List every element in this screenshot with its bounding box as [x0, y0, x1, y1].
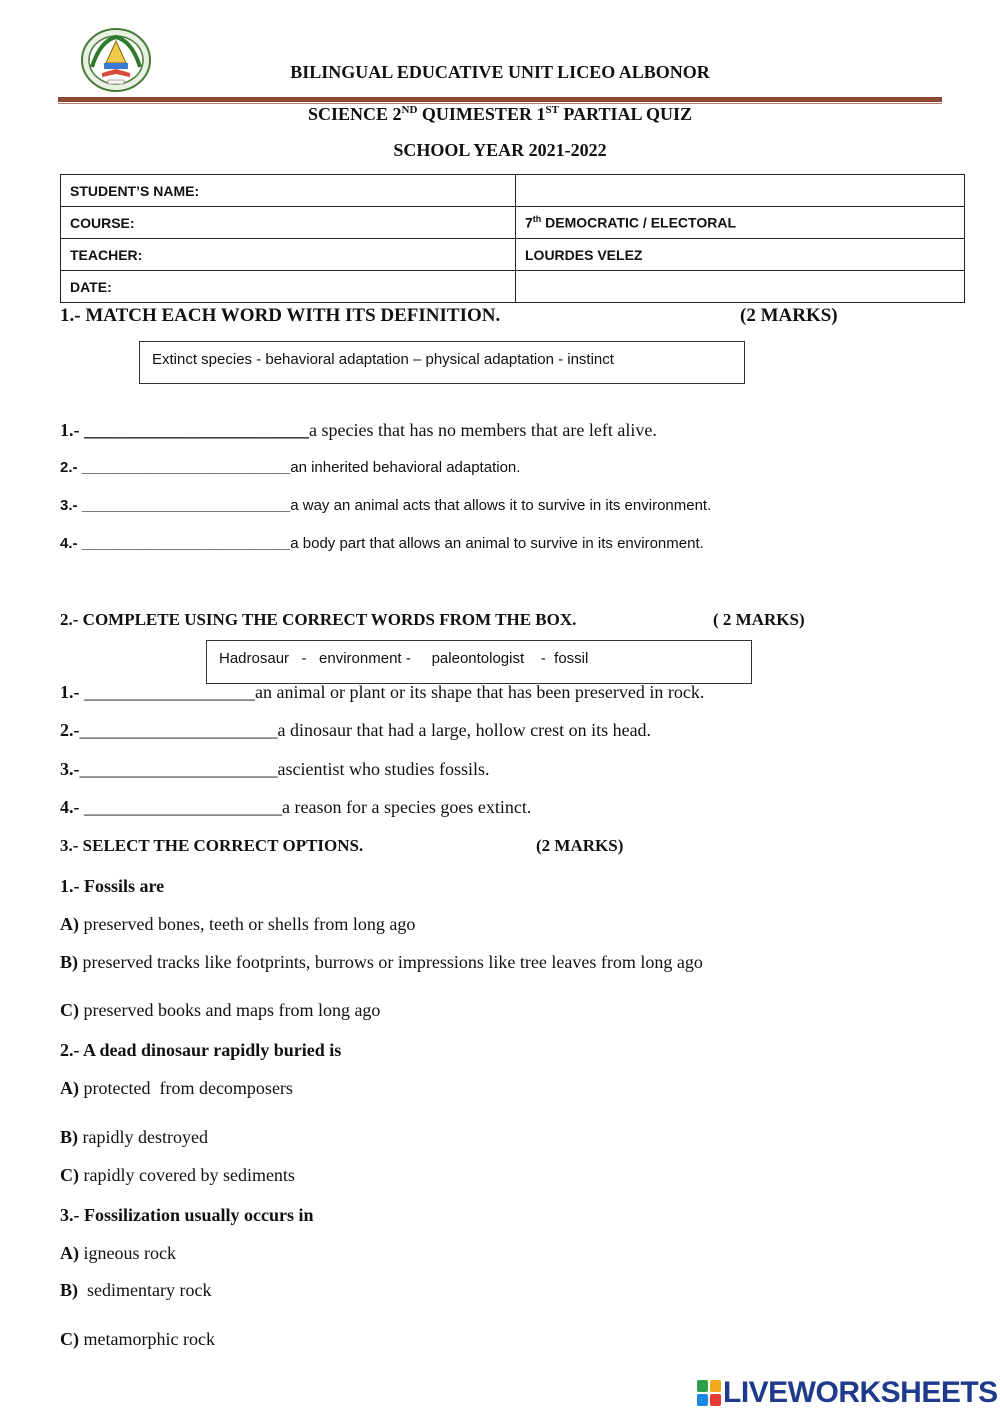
list-item: 1.- _________________________a species that has no members that are left alive. [60, 420, 657, 440]
liveworksheets-mark-icon [697, 1380, 721, 1406]
answer-blank[interactable]: _________________________ [81, 535, 291, 552]
table-row [61, 175, 965, 207]
option-1a[interactable]: A) preserved bones, teeth or shells from long ago [60, 914, 416, 934]
section3-marks: (2 MARKS) [536, 836, 624, 855]
option-3c[interactable]: C) metamorphic rock [60, 1329, 215, 1349]
section1-marks: (2 MARKS) [740, 305, 838, 326]
teacher-label: TEACHER: [61, 239, 516, 271]
date-label: DATE: [61, 271, 516, 303]
school-seal-logo [80, 27, 152, 93]
mark-square [697, 1380, 708, 1392]
question-1: 1.- Fossils are [60, 876, 165, 896]
section2-word-box: Hadrosaur - environment - paleontologist - fossil [206, 640, 752, 684]
answer-blank[interactable]: ______________________ [79, 759, 278, 779]
course-label: COURSE: [61, 207, 516, 239]
answer-blank[interactable]: ______________________ [79, 720, 278, 740]
list-item: 4.- ______________________a reason for a species goes extinct. [60, 797, 532, 817]
option-2a[interactable]: A) protected from decomposers [60, 1078, 293, 1098]
list-item: 3.-______________________ascientist who studies fossils. [60, 759, 490, 779]
quiz-title: SCIENCE 2ND QUIMESTER 1ST PARTIAL QUIZ [308, 104, 692, 124]
list-item: 2.-______________________a dinosaur that had a large, hollow crest on its head. [60, 720, 652, 740]
answer-blank[interactable]: ______________________ [84, 797, 282, 817]
liveworksheets-logo[interactable] [697, 1376, 998, 1410]
option-2c[interactable]: C) rapidly covered by sediments [60, 1165, 295, 1185]
liveworksheets-wordmark: LIVEWORKSHEETS [723, 1376, 998, 1409]
answer-blank[interactable]: ___________________ [84, 682, 255, 702]
section1-word-box: Extinct species - behavioral adaptation – physical adaptation - instinct [139, 341, 745, 384]
answer-blank[interactable]: _________________________ [81, 497, 291, 514]
list-item: 3.- _________________________a way an animal acts that allows it to survive in its environment. [60, 497, 712, 514]
mark-square [710, 1380, 721, 1392]
header-divider [58, 97, 942, 102]
student-name-field[interactable] [516, 175, 965, 207]
course-value: 7th DEMOCRATIC / ELECTORAL [516, 207, 965, 239]
list-item: 1.- ___________________an animal or plant or its shape that has been preserved in rock. [60, 682, 705, 702]
list-item: 4.- _________________________a body part that allows an animal to survive in its environment. [60, 535, 704, 552]
list-item: 2.- _________________________an inherited behavioral adaptation. [60, 459, 521, 476]
option-3a[interactable]: A) igneous rock [60, 1243, 176, 1263]
question-2: 2.- A dead dinosaur rapidly buried is [60, 1040, 342, 1060]
answer-blank[interactable]: _________________________ [84, 420, 309, 440]
mark-square [710, 1394, 721, 1406]
option-3b[interactable]: B) sedimentary rock [60, 1280, 212, 1300]
date-field[interactable] [516, 271, 965, 303]
table-row [61, 207, 965, 239]
student-info-table [60, 174, 965, 303]
school-year: SCHOOL YEAR 2021-2022 [393, 140, 607, 160]
mark-square [697, 1394, 708, 1406]
table-row [61, 271, 965, 303]
section3-title: 3.- SELECT THE CORRECT OPTIONS. [60, 836, 364, 855]
option-1b[interactable]: B) preserved tracks like footprints, burrows or impressions like tree leaves from long ago [60, 952, 703, 972]
section2-title: 2.- COMPLETE USING THE CORRECT WORDS FROM THE BOX. [60, 610, 577, 629]
section2-marks: ( 2 MARKS) [713, 610, 805, 629]
question-3: 3.- Fossilization usually occurs in [60, 1205, 314, 1225]
table-row [61, 239, 965, 271]
section1-title: 1.- MATCH EACH WORD WITH ITS DEFINITION. [60, 305, 501, 326]
answer-blank[interactable]: _________________________ [81, 459, 291, 476]
student-name-label: STUDENT’S NAME: [61, 175, 516, 207]
school-name: BILINGUAL EDUCATIVE UNIT LICEO ALBONOR [290, 62, 710, 82]
option-1c[interactable]: C) preserved books and maps from long ago [60, 1000, 381, 1020]
option-2b[interactable]: B) rapidly destroyed [60, 1127, 208, 1147]
teacher-value: LOURDES VELEZ [516, 239, 965, 271]
